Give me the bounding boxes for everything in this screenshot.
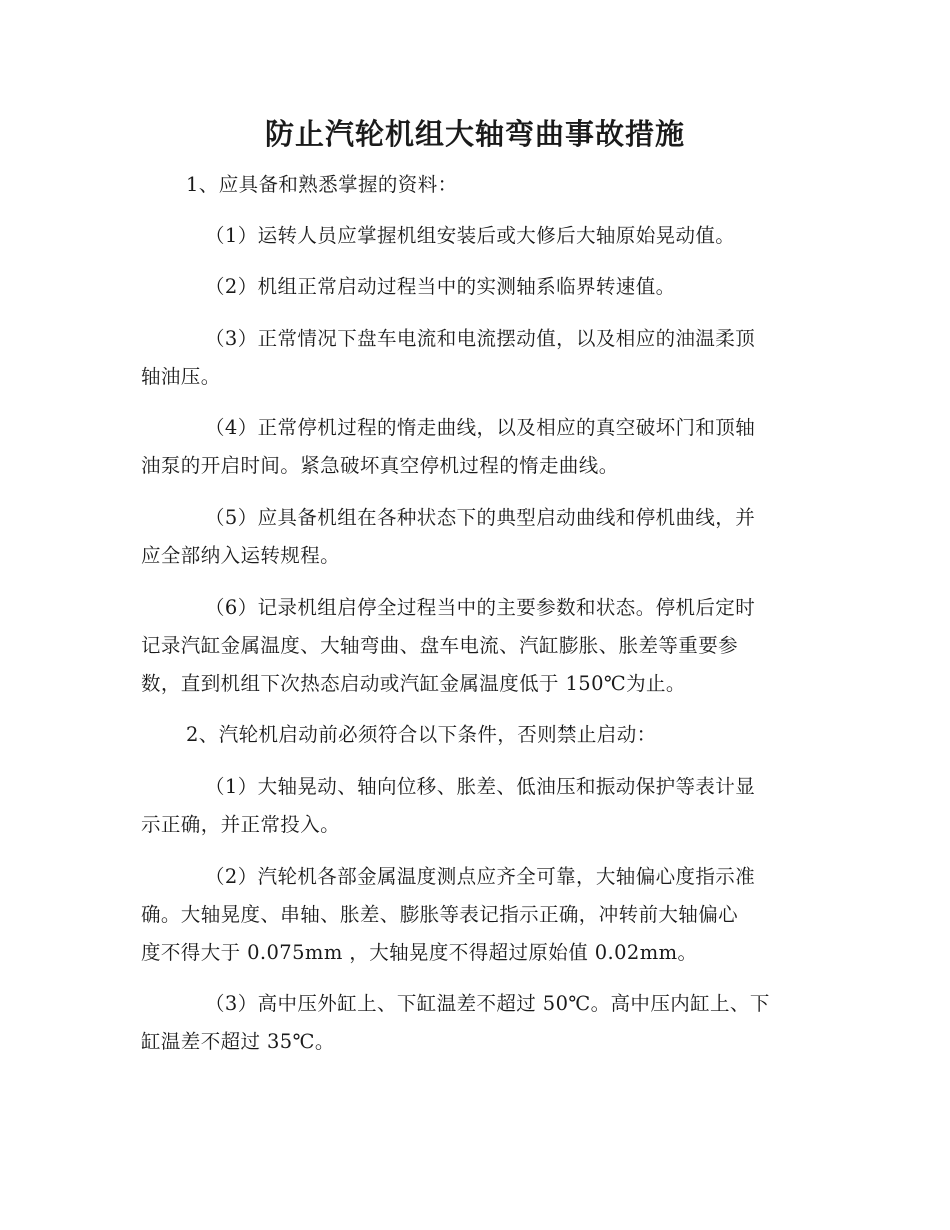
paragraph-line: 油泵的开启时间。紧急破坏真空停机过程的惰走曲线。 [141, 454, 619, 477]
paragraph-line: （5）应具备机组在各种状态下的典型启动曲线和停机曲线，并 [205, 506, 756, 529]
paragraph-line: （2）机组正常启动过程当中的实测轴系临界转速值。 [205, 275, 676, 298]
section-heading: 1、应具备和熟悉掌握的资料： [186, 173, 458, 196]
paragraph-line: （6）记录机组启停全过程当中的主要参数和状态。停机后定时 [205, 596, 756, 619]
paragraph-line: 确。大轴晃度、串轴、胀差、膨胀等表记指示正确，冲转前大轴偏心 [141, 903, 739, 926]
paragraph-line: 记录汽缸金属温度、大轴弯曲、盘车电流、汽缸膨胀、胀差等重要参 [141, 634, 739, 657]
paragraph-line: 应全部纳入运转规程。 [141, 544, 341, 567]
paragraph-line: （1）大轴晃动、轴向位移、胀差、低油压和振动保护等表计显 [205, 775, 756, 798]
paragraph-line: （1）运转人员应掌握机组安装后或大修后大轴原始晃动值。 [205, 224, 736, 247]
paragraph-line: （3）高中压外缸上、下缸温差不超过 50℃。高中压内缸上、下 [205, 992, 770, 1015]
paragraph-line: （4）正常停机过程的惰走曲线，以及相应的真空破坏门和顶轴 [205, 416, 756, 439]
paragraph-line: （3）正常情况下盘车电流和电流摆动值，以及相应的油温柔顶 [205, 327, 756, 350]
paragraph-line: （2）汽轮机各部金属温度测点应齐全可靠，大轴偏心度指示准 [205, 865, 756, 888]
paragraph-line: 轴油压。 [141, 365, 221, 388]
paragraph-line: 示正确，并正常投入。 [141, 813, 341, 836]
paragraph-line: 数，直到机组下次热态启动或汽缸金属温度低于 150℃为止。 [141, 672, 686, 695]
paragraph-line: 度不得大于 0.075mm ，大轴晃度不得超过原始值 0.02mm。 [141, 941, 698, 964]
paragraph-line: 缸温差不超过 35℃。 [141, 1030, 335, 1053]
section-heading: 2、汽轮机启动前必须符合以下条件，否则禁止启动： [186, 723, 657, 746]
document-title: 防止汽轮机组大轴弯曲事故措施 [264, 117, 685, 151]
